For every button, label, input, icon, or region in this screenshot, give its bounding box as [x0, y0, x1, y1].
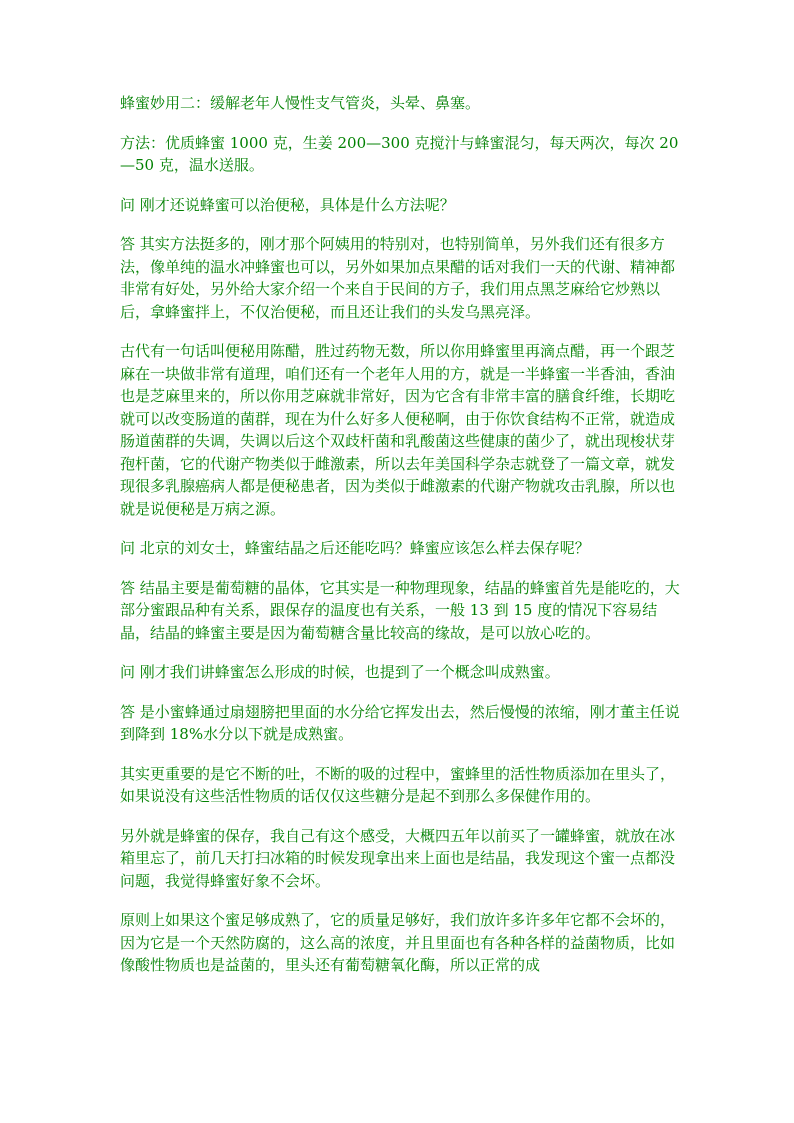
method-paragraph: 方法：优质蜂蜜 1000 克，生姜 200—300 克搅汁与蜂蜜混匀，每天两次，每次 20—50 克，温水送服。 — [120, 133, 679, 174]
answer-paragraph: 答 结晶主要是葡萄糖的晶体，它其实是一种物理现象，结晶的蜂蜜首先是能吃的，大部分蜜跟品种有关系，跟保存的温度也有关系，一般 13 到 15 度的情况下容易结晶，结晶的蜂蜜主要是因为葡萄糖含量比较高的缘故，是可以放心吃的。 — [120, 578, 680, 642]
body-paragraph: 其实更重要的是它不断的吐，不断的吸的过程中，蜜蜂里的活性物质添加在里头了，如果说没有这些活性物质的话仅仅这些糖分是起不到那么多保健作用的。 — [120, 764, 676, 805]
question-paragraph: 问 刚才我们讲蜂蜜怎么形成的时候，也提到了一个概念叫成熟蜜。 — [120, 663, 560, 681]
document-body — [120, 92, 680, 994]
answer-paragraph: 答 是小蜜蜂通过扇翅膀把里面的水分给它挥发出去，然后慢慢的浓缩，刚才董主任说到降到 18%水分以下就是成熟蜜。 — [120, 702, 680, 743]
heading-paragraph: 蜂蜜妙用二：缓解老年人慢性支气管炎，头晕、鼻塞。 — [120, 94, 481, 112]
answer-paragraph: 答 其实方法挺多的，刚才那个阿姨用的特别对，也特别简单，另外我们还有很多方法，像单纯的温水冲蜂蜜也可以，另外如果加点果醋的话对我们一天的代谢、精神都非常有好处，另外给大家介绍一个来自于民间的方子，我们用点黑芝麻给它炒熟以后，拿蜂蜜拌上，不仅治便秘，而且还让我们的头发乌黑亮泽。 — [120, 235, 676, 321]
body-paragraph: 古代有一句话叫便秘用陈醋，胜过药物无数，所以你用蜂蜜里再滴点醋，再一个跟芝麻在一块做非常有道理，咱们还有一个老年人用的方，就是一半蜂蜜一半香油，香油也是芝麻里来的，所以你用芝麻就非常好，因为它含有非常丰富的膳食纤维，长期吃就可以改变肠道的菌群，现在为什么好多人便秘啊，由于你饮食结构不正常，就造成 — [120, 342, 676, 428]
body-paragraph: 肠道菌群的失调，失调以后这个双歧杆菌和乳酸菌这些健康的菌少了，就出现梭状芽孢杆菌，它的代谢产物类似于雌激素，所以去年美国科学杂志就登了一篇文章，就发现很多乳腺癌病人都是便秘患者，因为类似于雌激素的代谢产物就攻击乳腺，所以也就是说便秘是万病之源。 — [120, 432, 676, 518]
body-paragraph: 原则上如果这个蜜足够成熟了，它的质量足够好，我们放许多许多年它都不会坏的，因为它是一个天然防腐的，这么高的浓度，并且里面也有各种各样的益菌物质，比如像酸性物质也是益菌的，里头还有葡萄糖氧化酶，所以正常的成 — [120, 911, 676, 974]
question-paragraph: 问 北京的刘女士，蜂蜜结晶之后还能吃吗？蜂蜜应该怎么样去保存呢？ — [120, 539, 590, 557]
body-paragraph: 另外就是蜂蜜的保存，我自己有这个感受，大概四五年以前买了一罐蜂蜜，就放在冰箱里忘了，前几天打扫冰箱的时候发现拿出来上面也是结晶，我发现这个蜜一点都没问题，我觉得蜂蜜好象不会坏。 — [120, 826, 676, 890]
question-paragraph: 问 刚才还说蜂蜜可以治便秘，具体是什么方法呢？ — [120, 195, 455, 214]
